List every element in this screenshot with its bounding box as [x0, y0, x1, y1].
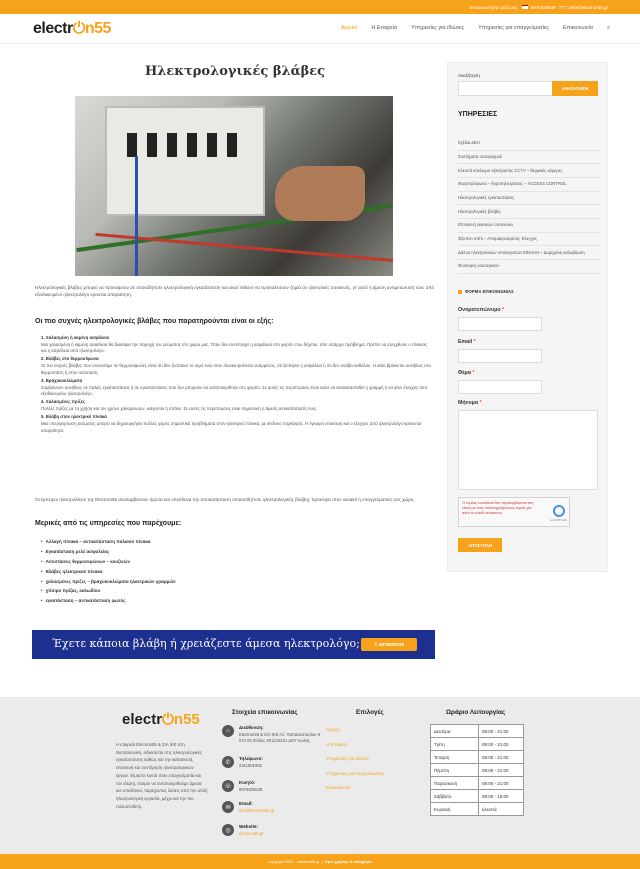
- cta-text: Έχετε κάποια βλάβη ή χρειάζεστε άμεσα ηλεκτρολόγο;: [52, 637, 360, 650]
- footer-options-heading: Επιλογές: [356, 709, 384, 716]
- footer-email: ✉ Email: info@electron55.gr: [222, 801, 322, 814]
- site-logo[interactable]: [33, 20, 111, 38]
- sidebar: [447, 62, 608, 572]
- footer-link-home[interactable]: Αρχική: [326, 727, 340, 732]
- top-email[interactable]: 777 | info@electron55.gr: [558, 4, 608, 10]
- footer-logo[interactable]: [122, 711, 200, 728]
- submit-button[interactable]: ΑΠΟΣΤΟΛΗ: [458, 538, 502, 552]
- email-label: Email *: [458, 339, 476, 345]
- call-to-action-banner: [32, 630, 435, 659]
- footer-link-private[interactable]: Υπηρεσίες για ιδιώτες: [326, 756, 370, 762]
- faults-list: [41, 335, 433, 436]
- phone-icon: [522, 5, 528, 9]
- list-item: 3. Βραχυκυκλώματα Συμβαίνουν συνήθως σε παλιές εγκαταστάσεις ή σε εγκαταστάσεις που δεν μπορούν να ανταποκριθούν στο φορτίο. Σε αυτές τις περιπτώσεις είναι καλό να αντικατασταθεί η γραμμή ή να γίνει έλεγχος από εξειδικευμένο ηλεκτρολόγο.: [41, 377, 428, 397]
- mobile-icon: ☏: [222, 780, 234, 792]
- table-row: Τετάρτη 08:00 - 21:00: [431, 751, 524, 764]
- table-row: Δευτέρα 08:00 - 21:00: [431, 725, 524, 738]
- email-icon: ✉: [222, 801, 234, 813]
- sidebar-service-link[interactable]: Κλειστό κύκλωμα τηλεόρασης CCTV – θερμικές κάμερες: [458, 164, 600, 178]
- subject-field[interactable]: [458, 380, 542, 394]
- table-row: Παρασκευή 08:00 - 21:00: [431, 777, 524, 790]
- nav-private-services[interactable]: Υπηρεσίες για ιδιώτες: [411, 25, 465, 31]
- name-field[interactable]: [458, 317, 542, 331]
- top-phone[interactable]: 6976925538: [530, 4, 556, 10]
- sidebar-service-link[interactable]: Ηλεκτρολογικές βλάβες: [458, 205, 600, 219]
- nav-business-services[interactable]: Υπηρεσίες για επαγγελματίες: [478, 25, 550, 31]
- logo-text-1: electr: [122, 711, 163, 728]
- opening-hours-table: [430, 724, 524, 816]
- footer-about: Η εταιρεία Electron55 & ΣΙΑ ΙΚΕ στη Θεσσαλονίκη, ειδικεύεται στις ηλεκτρολογικές εγκαταστάσεις καθώς και την κατασκευή, επισκευή και συντήρηση ηλεκτρολογικών έργων. Είμαστε κοντά στον επαγγελματία και τον ιδιώτη, έτοιμοι να ανταποκριθούμε άμεσα και υπεύθυνα, παρέχοντας λύσεις από την απλή ηλεκτρολογική εργασία, μέχρι και την πιο πολυσύνθετη.: [116, 742, 208, 809]
- sidebar-service-link[interactable]: Επισκευή οικιακών συσκευών: [458, 219, 600, 233]
- footer-hours-heading: Ωράριο Λειτουργίας: [446, 709, 506, 716]
- sidebar-service-link[interactable]: Ηλεκτρολογικές εγκαταστάσεις: [458, 192, 600, 206]
- site-header: [0, 14, 640, 44]
- list-item: 4. Χαλασμένες πρίζες Πολλές πρίζες με τη χρήση και τον χρόνο χαλαρώνουν, καίγονται ή σπάνε. Σε αυτές τις περιπτώσεις είναι σημαντική η άμεση αντικατάστασή τους.: [41, 399, 318, 412]
- globe-icon: ◎: [222, 824, 234, 836]
- top-contact-bar: [0, 0, 640, 14]
- list-item: • Εγκατάσταση ρελέ ασφαλείας: [41, 547, 176, 557]
- search-icon[interactable]: ⌕: [606, 25, 610, 31]
- sidebar-service-link[interactable]: Συστήματα συναγερμού: [458, 151, 600, 165]
- sidebar-service-link[interactable]: Θυροτηλέφωνα – θυροτηλεοράσεις – ACCESS CONTROL: [458, 178, 600, 192]
- services-list: [41, 537, 176, 606]
- footer-link-contact[interactable]: Επικοινωνία: [326, 785, 351, 791]
- footer-address: ⌂ Διεύθυνση: Electron55 & ΣΙΑ ΙΚΕ Αλ. Παπαναστασίου 9 574 00 Σίνδος 801218221 ΔΟΥ Ιωνίας: [222, 725, 322, 744]
- sidebar-service-link[interactable]: Σχέδια ΔΕΗ: [458, 137, 600, 151]
- location-icon: ⌂: [222, 725, 234, 737]
- table-row: Τρίτη 08:00 - 21:00: [431, 738, 524, 751]
- copyright-text: copyright 2022 – electron55.gr: [268, 859, 320, 864]
- cta-call-button[interactable]: ✆ 6976925538: [361, 638, 417, 651]
- table-row: Σάββατο 08:00 - 15:00: [431, 790, 524, 803]
- footer-phone: ✆ Τηλέφωνο: 2311801902: [222, 756, 322, 769]
- search-label: Αναζήτηση: [458, 73, 480, 78]
- list-item: 2. Βλάβες στο θερμοσίφωνα Οι πιο συχνές βλάβες που συναντάμε σε θερμοσίφωνες είναι ότι δεν ζεσταίνει το νερό ενώ στον πίνακα φαίνεται αναμμένος, ότι ξεπέφτει η ασφάλεια ή ότι δεν ανάβει καθόλου. Η αιτία βρίσκεται συνήθως στο θερμοστάτη ή στην αντίσταση.: [41, 356, 431, 375]
- conclusion-paragraph: Οι έμπειροι ηλεκτρολόγοι της Electron55 αναλαμβάνουν άμεσα και υπεύθυνα την αποκατάσταση οποιασδήποτε ηλεκτρολογικής βλάβης προκύψει στον οικιακό ή επαγγελματικό σας χώρο.: [35, 497, 415, 502]
- list-item: • χτίσιμο πρίζας, καλωδίου: [41, 586, 176, 596]
- terms-link[interactable]: Όροι χρήσης & απόρρητο: [324, 859, 372, 864]
- phone-icon: ✆: [373, 641, 379, 647]
- list-item: • Αλλαγή πίνακα – αντικατάσταση παλαιού πίνακα: [41, 537, 176, 547]
- footer-contact-heading: Στοιχεία επικοινωνίας: [232, 709, 298, 716]
- page-title: Ηλεκτρολογικές βλάβες: [144, 64, 326, 79]
- copyright-bar: [0, 854, 640, 869]
- list-item: • χαλασμένες πρίζες – βραχυκυκλώματα ηλεκτρικών γραμμών: [41, 577, 176, 587]
- nav-company[interactable]: Η Εταιρεία: [371, 25, 398, 31]
- services-heading: Μερικές από τις υπηρεσίες που παρέχουμε:: [35, 520, 182, 527]
- phone-icon: ✆: [222, 756, 234, 768]
- recaptcha-widget[interactable]: Ο τομέας Localhost δεν περιλαμβάνεται στη λίστα με τους υποστηριζόμενους τομείς για αυτό το κλειδί ιστότοπου. reCAPTCHA: [458, 497, 570, 527]
- list-item: 1. Χαλασμένη ή καμένη ασφάλεια Μια χαλασμένη ή καμένη ασφάλεια θα διακόψει την παροχή του ρεύματος στο χώρο μας. Όταν δεν αντιστοιχεί η ασφάλεια στο φορτίο που δέχεται, τότε υπάρχει πρόβλημα. Πρέπει να ελεγχθούν ο πίνακας και η ασφάλεια από ηλεκτρολόγο.: [41, 335, 428, 354]
- nav-contact[interactable]: Επικοινωνία: [563, 25, 593, 31]
- main-nav: [341, 25, 610, 32]
- electrical-panel-graphic: [105, 106, 265, 216]
- site-footer: [0, 697, 640, 854]
- top-contact-text: Επικοινωνήστε μαζί μας:: [469, 4, 519, 10]
- sidebar-services-list: [458, 137, 600, 274]
- footer-link-company[interactable]: Η Εταιρεία: [326, 741, 347, 747]
- search-button[interactable]: ΑΝΑΖΗΤΗΣΗ: [552, 81, 598, 96]
- email-field[interactable]: [458, 349, 542, 363]
- separator: |: [321, 859, 323, 864]
- footer-mobile: ☏ Κινητό: 6976925538: [222, 780, 322, 793]
- logo-power-icon: ⏻: [72, 20, 85, 37]
- electrician-photo: [75, 96, 393, 276]
- message-label: Μήνυμα *: [458, 400, 482, 406]
- footer-website: ◎ Website: electron55.gr: [222, 824, 322, 837]
- footer-link-business[interactable]: Υπηρεσίες για επαγγελματίες: [326, 770, 385, 776]
- sidebar-service-link[interactable]: Φωτισμός εσωτερικού: [458, 260, 600, 274]
- nav-home[interactable]: Αρχική: [340, 25, 358, 31]
- message-textarea[interactable]: [458, 410, 598, 490]
- subject-label: Θέμα *: [458, 370, 475, 376]
- logo-text-1: electr: [33, 20, 73, 37]
- logo-text-2: n55: [173, 711, 200, 728]
- list-item: • Βλάβες ηλεκτρικού πίνακα: [41, 567, 176, 577]
- footer-options-list: [326, 727, 384, 800]
- list-item: • Αντιστάσεις θερμοσιφώνων – κουζινών: [41, 557, 176, 567]
- sidebar-services-heading: ΥΠΗΡΕΣΙΕΣ: [458, 111, 498, 118]
- intro-paragraph: Ηλεκτρολογικές βλάβες μπορεί να προκύψουν σε οποιαδήποτε ηλεκτρολογική εγκατάσταση και είναι πιθανό να προκαλέσουν ζημιά σε ηλεκτρικές συσκευές, γι' αυτό η άμεση αντιμετώπισή τους από εξειδικευμένο ηλεκτρολόγο κρίνεται απαραίτητη.: [35, 285, 435, 298]
- table-row: Πέμπτη 08:00 - 21:00: [431, 764, 524, 777]
- sidebar-service-link[interactable]: Έξυπνο σπίτι – Απομακρυσμένος Έλεγχος: [458, 233, 600, 247]
- logo-text-2: n55: [84, 20, 111, 37]
- table-row: Κυριακή κλειστά: [431, 803, 524, 816]
- recaptcha-icon: [553, 505, 565, 517]
- logo-power-icon: ⏻: [162, 711, 174, 728]
- common-faults-heading: Οι πιο συχνές ηλεκτρολογικές βλάβες που παρατηρούνται είναι οι εξής:: [35, 318, 274, 325]
- sidebar-service-link[interactable]: Δίκτυα ηλεκτρονικών υπολογιστών Ethernet – Δομημένη καλωδίωση: [458, 246, 600, 260]
- list-item: 5. Βλάβη στον ηλεκτρικό πίνακα Μια υπερφόρτωση ρεύματος μπορεί να δημιουργήσει πολλές φορές σημαντικά προβλήματα στον ηλεκτρικό πίνακα, με κίνδυνο πυρκαγιάς. Η έγκαιρη επισκευή και ο έλεγχος από ηλεκτρολόγο κρίνονται απαραίτητα.: [41, 414, 422, 433]
- list-item: • εγκατάσταση – αντικατάσταση φωτός: [41, 596, 176, 606]
- contact-form-heading: ΦΟΡΜΑ ΕΠΙΚΟΙΝΩΝΙΑΣ: [458, 289, 514, 294]
- search-input[interactable]: [458, 81, 555, 96]
- name-label: Ονοματεπώνυμο *: [458, 307, 505, 313]
